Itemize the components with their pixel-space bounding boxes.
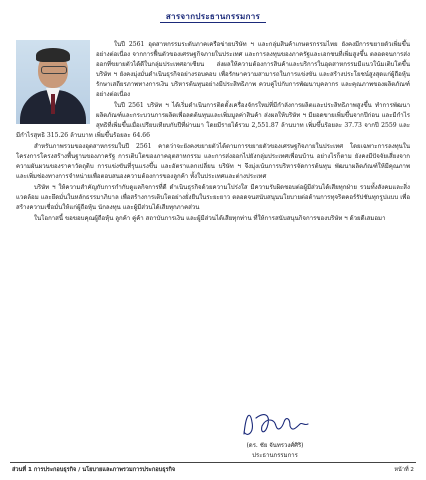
signatory-name: (ดร. ชัย จันทรวงศ์ศิริ) [246, 442, 304, 449]
paragraph: ในโอกาสนี้ ขอขอบคุณผู้ถือหุ้น ลูกค้า คู่ค้า สถาบันการเงิน และผู้มีส่วนได้เสียทุกท่าน ที่ให้การสนับสนุนกิจการของบริษัท ฯ ด้วยดีเสมอมา [34, 215, 386, 223]
paragraph: ในปี 2561 บริษัท ฯ ได้เริ่มดำเนินการติดตั้งเครื่องจักรใหม่ที่มีกำลังการผลิตและประสิทธิภาพสูงขึ้น ทำการพัฒนาผลิตภัณฑ์และกระบวนการผลิตเพื่อลดต้นทุนและเพิ่มมูลค่าสินค้า ส่งผลให้บริษัท ฯ มียอดขายเพิ่มขึ้นจากปีก่อน และมีกำไรสุทธิที่เพิ่มขึ้นเมื่อเปรียบเทียบกับปีที่ผ่านมา โดยมีรายได้รวม 2,551.87 ล้านบาท เพิ่มขึ้นร้อยละ 37.73 จากปี 2559 และมีกำไรสุทธิ 315.26 ล้านบาท เพิ่มขึ้นร้อยละ 64.66 [16, 101, 410, 139]
footer-section-label: ส่วนที่ 1 การประกอบธุรกิจ / นโยบายและภาพรวมการประกอบธุรกิจ [12, 467, 176, 473]
message-body [16, 40, 410, 226]
title-underline [160, 22, 266, 23]
paragraph: สำหรับภาพรวมของอุตสาหกรรมในปี 2561 คาดว่าจะยังคงขยายตัวได้ตามการขยายตัวของเศรษฐกิจภายในประเทศ โดยเฉพาะการลงทุนในโครงการโครงสร้างพื้นฐานของภาครัฐ การเติบโตของภาคอุตสาหกรรม และการส่งออกไปยังกลุ่มประเทศเพื่อนบ้าน อย่างไรก็ตาม ยังคงมีปัจจัยเสี่ยงจากความผันผวนของราคาวัตถุดิบ การแข่งขันที่รุนแรงขึ้น และอัตราแลกเปลี่ยน บริษัท ฯ จึงมุ่งเน้นการบริหารจัดการต้นทุน พัฒนาผลิตภัณฑ์ให้มีคุณภาพ และเพิ่มช่องทางการจำหน่ายเพื่อตอบสนองความต้องการของลูกค้า ทั้งในประเทศและต่างประเทศ [16, 143, 410, 180]
document-title: สารจากประธานกรรมการ [165, 12, 261, 21]
handwritten-signature [236, 404, 316, 444]
paragraph: บริษัท ฯ ให้ความสำคัญกับการกำกับดูแลกิจการที่ดี ดำเนินธุรกิจด้วยความโปร่งใส มีความรับผิดชอบต่อผู้มีส่วนได้เสียทุกฝ่าย รวมทั้งสังคมและสิ่งแวดล้อม และยึดมั่นในหลักธรรมาภิบาล เพื่อสร้างการเติบโตอย่างยั่งยืนในระยะยาว ตลอดจนสนับสนุนนโยบายต่อต้านการทุจริตคอร์รัปชันทุกรูปแบบ เพื่อสร้างความเชื่อมั่นให้แก่ผู้ถือหุ้น นักลงทุน และผู้มีส่วนได้เสียทุกภาคส่วน [16, 184, 410, 211]
paragraph: ในปี 2561 อุตสาหกรรมระดับภาคเครือข่ายบริษัท ฯ และกลุ่มสินค้าเกษตรกรรมไทย ยังคงมีการขยายตัวเพิ่มขึ้นอย่างต่อเนื่อง จากการฟื้นตัวของเศรษฐกิจภายในประเทศ และการลงทุนของภาครัฐและเอกชนที่เพิ่มสูงขึ้น ตลอดจนการส่งออกที่ขยายตัวได้ดีในกลุ่มประเทศอาเซียน ส่งผลให้ความต้องการสินค้าและบริการในอุตสาหกรรมมีแนวโน้มเติบโตขึ้น บริษัท ฯ ยังคงมุ่งมั่นดำเนินธุรกิจอย่างรอบคอบ เพื่อรักษาความสามารถในการแข่งขัน และสร้างประโยชน์สูงสุดแก่ผู้ถือหุ้น รักษาเสถียรภาพทางการเงิน บริหารต้นทุนอย่างมีประสิทธิภาพ ควบคู่ไปกับการพัฒนาบุคลากร และคุณภาพของผลิตภัณฑ์อย่างต่อเนื่อง [96, 41, 410, 98]
signatory-title: ประธานกรรมการ [252, 452, 298, 459]
footer-divider [10, 462, 416, 463]
page-number: หน้าที่ 2 [394, 467, 414, 473]
